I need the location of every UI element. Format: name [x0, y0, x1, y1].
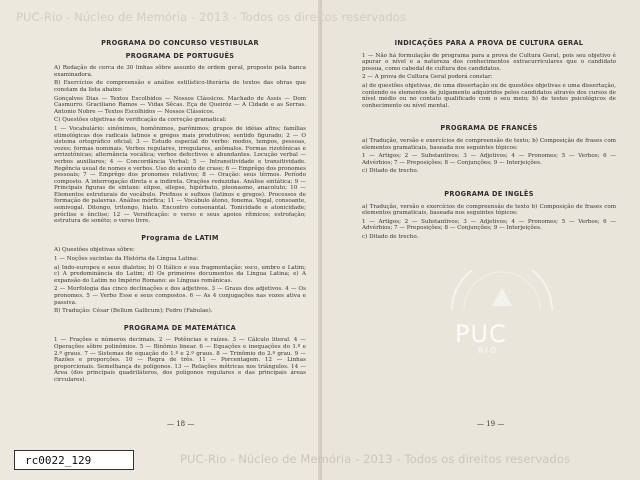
heading-latim: Programa de LATIM	[141, 233, 219, 242]
portugues-paragraph: B) Exercícios de compreensão e análise estilístico-literária de textos das obras que constam da lista abaixo:	[54, 80, 306, 93]
right-page-text-column	[362, 40, 616, 242]
right-page	[322, 0, 640, 480]
latim-paragraph: B) Tradução: César (Bellum Gallicum); Fedro (Fabulae).	[54, 308, 213, 315]
page-number-right: — 19 —	[477, 420, 505, 428]
cultura-paragraph: 1 — Não há formulação de programa para a prova de Cultura Geral, pois seu objetivo é apurar o nível e a natureza dos conhecimentos extracurriculares que o candidato possua, como cabedal de cultura dos candidatos.	[362, 52, 616, 72]
latim-paragraph: A) Questões objetivas sôbre:	[54, 247, 135, 254]
puc-logo-text: PUC	[455, 320, 507, 348]
heading-matematica: PROGRAMA DE MATEMÁTICA	[123, 323, 237, 332]
heading-ingles: PROGRAMA DE INGLÊS	[444, 189, 534, 198]
ingles-paragraph: 1 — Artigos; 2 — Substantivos; 3 — Adjetivos; 4 — Pronomes; 5 — Verbos; 6 — Advérbios; 7 — Preposições; 8 — Conjunções; 9 — Interjeições.	[362, 218, 616, 232]
watermark-bottom: PUC-Rio - Núcleo de Memória - 2013 - Todos os direitos reservados	[180, 452, 571, 466]
ingles-paragraph: a) Tradução, versão e exercícios de compreensão de texto b) Composição de frases com elementos gramaticais, baseada nos seguintes tópicos:	[362, 203, 616, 217]
latim-paragraph: 2 — Morfologia das cinco declinações e dos adjetivos. 3 — Graus dos adjetivos. 4 — Os pronomes. 5 — Verbo Esse e seus compostos. 6 — As 4 conjugações nas vozes ativa e passiva.	[54, 286, 306, 306]
latim-paragraph: 1 — Noções sucintas da História da Língua Latina:	[54, 256, 199, 263]
frances-paragraph: 1 — Artigos; 2 — Substantivos; 3 — Adjetivos; 4 — Pronomes; 5 — Verbos; 6 — Advérbios; 7 — Preposições; 8 — Conjunções; 9 — Interjeições.	[362, 153, 616, 166]
heading-portugues: PROGRAMA DE PORTUGUÊS	[125, 51, 235, 60]
watermark-top: PUC-Rio - Núcleo de Memória - 2013 - Todos os direitos reservados	[16, 10, 407, 24]
rio-logo-text: RIO	[478, 346, 499, 355]
portugues-paragraph: A) Redação de cerca de 30 linhas sôbre assunto de ordem geral, proposto pela banca examinadora.	[54, 65, 306, 78]
latim-paragraph: a) Indo-europeu e seus dialetos; b) O Itálico e sua fragmentação: osco, umbro e Latim; c) A predominância do Latim; d) Os primeiros documentos da Língua Latina; e) A expansão do Latim no Império Romano: as Línguas românicas.	[54, 264, 306, 284]
matematica-paragraph: 1 — Frações e números decimais. 2 — Potências e raízes. 3 — Cálculo literal. 4 — Operações sôbre polinômios. 5 — Binômio linear. 6 — Equações e inequações do 1.º e 2.º graus. 7 — Sistemas de equação do 1.º e 2.º graus. 8 — Trinômio do 2.º grau. 9 — Razões e proporções. 10 — Regra de três. 11 — Porcentagem. 12 — Linhas proporcionais. Semelhança de polígonos. 13 — Relações métricas nos triângulos. 14 — Área (dos principais quadriláteros, dos polígonos regulares e das principais áreas circulares).	[54, 337, 306, 383]
heading-frances: PROGRAMA DE FRANCÊS	[440, 124, 538, 133]
cultura-paragraph: a) de questões objetivas, de uma dissertação ou de questões objetivas e uma dissertação, contendo os elementos de julgamento adquiridos pelos candidatos através dos cursos de nível médio ou no contato qualificado com o seu meio; b) de testes psicológicos de conhecimento ou nível mental.	[362, 82, 616, 109]
ingles-paragraph: c) Ditado de trecho.	[362, 233, 419, 240]
left-page-text-column	[54, 40, 306, 386]
portugues-paragraph: 1 — Vocabulário: sinônimos, homônimos, parônimos; grupos de idéias afins; famílias etimológicas dos radicais latinos e gregos mais produtivos; sentido figurado; 2 — O sistema ortográfico oficial; 3 — Estudo especial do verbo: modos, tempos, pessoas, vozes; formas nominais. Verbos regulares, irregulares, anômalos. Formas rizotônicas e arrizotônicas; alternância vocálica; verbos defectivos e abundantes. Locução verbal — verbos auxiliares; 4 — Concordância Verbal; 5 — Intransitividade e transitividade. Regência usual de nomes e verbos. Uso do acento de crase; 6 — Emprêgo dos pronomes pessoais; 7 — Emprêgo dos pronomes relativos; 8 — Oração: seus têrmos. Período composto. A interrogação direta e a indireta. Orações reduzidas. Análise sintática; 9 — Principais figuras de sintaxe: elipse, silepse, hipérbato, pleonasmo, anacoluto; 10 — Elementos estruturais do vocábulo. Prefixos e sufixos (latinos e gregos). Processos de formação de palavras. Análise mórfica; 11 — Vocábulo átono, fonema. Vogal, consoante, semivogal. Ditongo, tritongo, hiato. Encontro consonantal. Tonicidade e atonicidade; próclise e ênclise; 12 — Versificação: o verso e seus apoios rítmicos; estrofação; estrutura de sonêto; o verso livre.	[54, 125, 306, 225]
portugues-paragraph: C) Questões objetivas de verificação da correção gramatical:	[54, 117, 227, 124]
frances-paragraph: c) Ditado de trecho.	[362, 168, 419, 175]
heading-cultura-geral: INDICAÇÕES PARA A PROVA DE CULTURA GERAL	[394, 39, 584, 47]
frances-paragraph: a) Tradução, versão e exercícios de compreensão de texto; b) Composição de frases com elementos gramaticais, baseada nos seguintes tópicos:	[362, 137, 616, 151]
heading-programa-vestibular: PROGRAMA DO CONCURSO VESTIBULAR	[101, 39, 259, 47]
portugues-paragraph: Gonçalves Dias — Textos Escolhidos — Nossos Clássicos. Machado de Assis — Dom Casmurro. Graciliano Ramos — Vidas Sêcas. Eça de Queiróz — A Cidade e as Serras. Antonio Nobre — Textos Escolhidos — Nossos Clássicos.	[54, 95, 306, 115]
document-id-label: rc0022_129	[14, 450, 134, 470]
page-number-left: — 18 —	[167, 420, 195, 428]
cultura-paragraph: 2 — A prova de Cultura Geral poderá constar:	[362, 74, 493, 81]
